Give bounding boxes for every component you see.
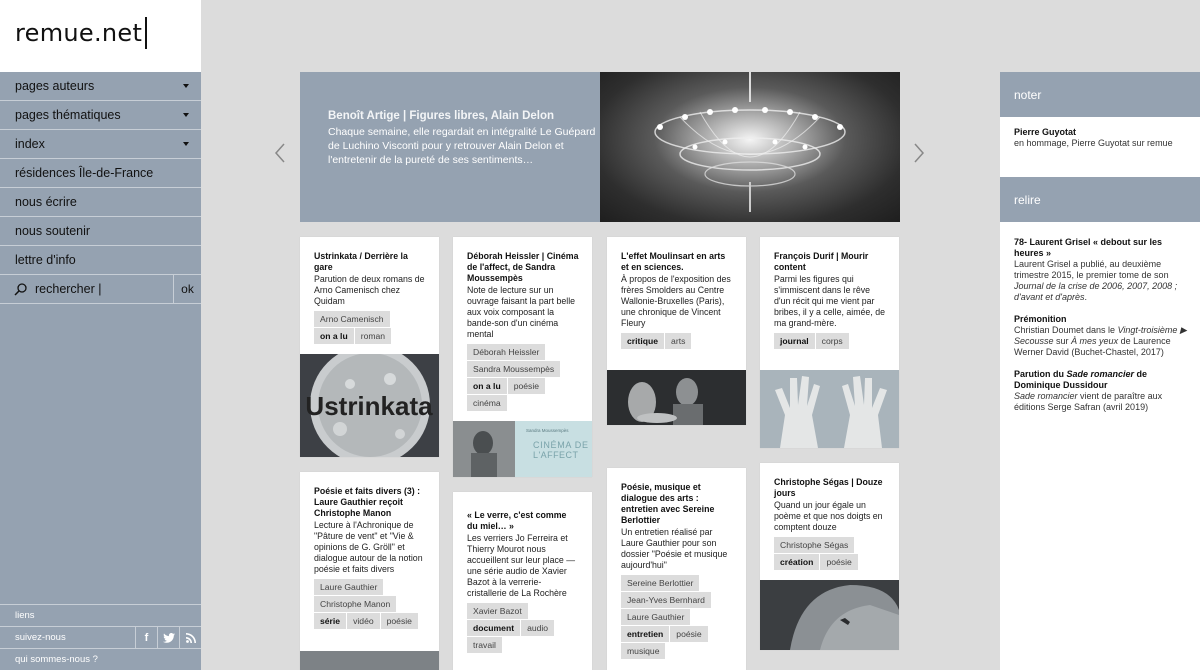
card-image-ustrinkata[interactable]: [300, 354, 439, 457]
card-description: À propos de l'exposition des frères Smolders au Centre Wallonie-Bruxelles (Paris), une chronique de Vincent Fleury: [621, 274, 731, 328]
noter-block: [1000, 117, 1200, 177]
right-sidebar: [1000, 72, 1200, 670]
slider-next-arrow-icon[interactable]: [912, 143, 926, 163]
nav-item-lettre-info[interactable]: [0, 246, 201, 275]
tag-author[interactable]: Laure Gauthier: [314, 579, 383, 595]
card-tags: [774, 333, 886, 349]
search-icon: [14, 283, 27, 296]
tag-author[interactable]: Déborah Heissler: [467, 344, 545, 360]
chandelier-photo: [600, 72, 900, 222]
article-card[interactable]: [607, 237, 746, 425]
article-card[interactable]: [453, 492, 592, 670]
slider-prev-arrow-icon[interactable]: [273, 143, 287, 163]
article-card[interactable]: [760, 237, 899, 448]
card-description: Les verriers Jo Ferreira et Thierry Mourot nous accueillent sur leur place — une série audio de Xavier Bazot à la verrerie-cristallerie de La Rochère: [467, 533, 576, 598]
card-tags: [621, 333, 733, 349]
article-card[interactable]: [453, 237, 592, 477]
tag-type[interactable]: journal: [774, 333, 815, 349]
tag-type[interactable]: entretien: [621, 626, 669, 642]
tag-type[interactable]: on a lu: [467, 378, 507, 394]
card-description: Quand un jour égale un poème et que nos doigts en comptent douze: [774, 500, 883, 532]
relire-entry[interactable]: [1014, 369, 1188, 413]
tag-theme[interactable]: cinéma: [467, 395, 507, 411]
relire-block: [1000, 222, 1200, 413]
tag-theme[interactable]: travail: [467, 637, 502, 653]
svg-text:L'AFFECT: L'AFFECT: [533, 450, 578, 460]
nav-label: pages thématiques: [15, 108, 121, 122]
slide-description: Chaque semaine, elle regardait en intégralité Le Guépard de Luchino Visconti pour y retrouver Alain Delon et l'entretenir de la pureté de ses sentiments…: [328, 126, 596, 166]
relire-desc: Sade romancier vient de paraître aux éditions Serge Safran (avril 2019): [1014, 391, 1163, 412]
card-title[interactable]: Poésie, musique et dialogue des arts : entretien avec Sereine Berlottier: [621, 482, 715, 525]
tag-author[interactable]: Arno Camenisch: [314, 311, 390, 327]
tag-author[interactable]: Sereine Berlottier: [621, 575, 699, 591]
card-title[interactable]: Déborah Heissler | Cinéma de l'affect, de Sandra Moussempès: [467, 251, 579, 283]
tag-theme[interactable]: poésie: [381, 613, 418, 629]
relire-title[interactable]: 78- Laurent Grisel « debout sur les heures »: [1014, 237, 1163, 258]
card-tags: [621, 575, 733, 659]
card-image-text: Ustrinkata: [305, 391, 433, 421]
tag-author[interactable]: Christophe Ségas: [774, 537, 854, 553]
noter-desc: en hommage, Pierre Guyotat sur remue: [1014, 138, 1173, 148]
card-tags: [314, 311, 426, 344]
left-sidebar: [0, 0, 201, 670]
card-description: Lecture à l'Achronique de "Pâture de vent" et "Vie & opinions de G. Gröll" et dialogue autour de la notion poésie et faits divers: [314, 520, 423, 574]
card-tags: [774, 537, 886, 570]
search-placeholder: rechercher |: [35, 282, 102, 296]
tag-theme[interactable]: vidéo: [347, 613, 380, 629]
card-image-faits-divers[interactable]: [300, 651, 439, 670]
tag-type[interactable]: création: [774, 554, 819, 570]
card-image-moulinsart[interactable]: [607, 370, 746, 425]
tag-author[interactable]: Laure Gauthier: [621, 609, 690, 625]
tag-theme[interactable]: poésie: [820, 554, 857, 570]
nav-item-pages-auteurs[interactable]: [0, 72, 201, 101]
facebook-icon[interactable]: f: [135, 627, 157, 648]
tag-type[interactable]: document: [467, 620, 520, 636]
card-description: Un entretien réalisé par Laure Gauthier pour son dossier "Poésie et musique aujourd'hui": [621, 527, 728, 570]
nav-item-nous-ecrire[interactable]: [0, 188, 201, 217]
relire-desc: Laurent Grisel a publié, au deuxième trimestre 2015, le premier tome de son Journal de la crise de 2006, 2007, 2008 ; d'avant et d'après.: [1014, 259, 1178, 302]
card-description: Note de lecture sur un ouvrage faisant la part belle aux voix composant la bande-son d'un cinéma mental: [467, 285, 576, 339]
card-image-douze-jours[interactable]: [760, 580, 899, 650]
logo-cursor: [145, 17, 147, 49]
relire-title[interactable]: Prémonition: [1014, 314, 1067, 324]
tag-theme[interactable]: poésie: [508, 378, 545, 394]
nav-label: résidences Île-de-France: [15, 166, 154, 180]
about-link[interactable]: qui sommes-nous ?: [0, 648, 201, 670]
article-card[interactable]: [760, 463, 899, 650]
nav-label: pages auteurs: [15, 79, 95, 93]
slide-text: [328, 110, 600, 167]
site-logo[interactable]: remue.net: [15, 19, 143, 47]
search-row: [0, 275, 201, 304]
card-image-hands[interactable]: [760, 370, 899, 448]
card-title[interactable]: Christophe Ségas | Douze jours: [774, 477, 883, 498]
caret-down-icon: [183, 113, 189, 117]
nav-label: nous écrire: [15, 195, 77, 209]
relire-header: relire: [1000, 177, 1200, 222]
nav-item-residences[interactable]: [0, 159, 201, 188]
tag-type[interactable]: critique: [621, 333, 664, 349]
card-title[interactable]: L'effet Moulinsart en arts et en sciences.: [621, 251, 726, 272]
tag-author[interactable]: Christophe Manon: [314, 596, 396, 612]
rss-icon[interactable]: [179, 627, 201, 648]
search-ok-button[interactable]: ok: [173, 275, 201, 303]
twitter-icon[interactable]: [157, 627, 179, 648]
tag-theme[interactable]: roman: [355, 328, 391, 344]
nav-label: nous soutenir: [15, 224, 91, 238]
relire-entry[interactable]: [1014, 314, 1188, 358]
logo-box: [0, 0, 201, 72]
tag-author[interactable]: Jean-Yves Bernhard: [621, 592, 711, 608]
caret-down-icon: [183, 84, 189, 88]
tag-theme[interactable]: audio: [521, 620, 554, 636]
sidebar-bottom: [0, 604, 201, 670]
card-title[interactable]: François Durif | Mourir content: [774, 251, 869, 272]
featured-slider[interactable]: [300, 72, 900, 222]
nav-item-index[interactable]: [0, 130, 201, 159]
card-title[interactable]: Ustrinkata / Derrière la gare: [314, 251, 408, 272]
tag-author[interactable]: Sandra Moussempès: [467, 361, 560, 377]
tag-theme[interactable]: musique: [621, 643, 665, 659]
relire-entry[interactable]: [1014, 237, 1188, 303]
noter-title[interactable]: Pierre Guyotat: [1014, 127, 1077, 137]
nav-item-pages-thematiques[interactable]: [0, 101, 201, 130]
links-link[interactable]: liens: [0, 604, 201, 626]
relire-desc: Christian Doumet dans le Vingt-troisième ▶ Secousse sur À mes yeux de Laurence Werner David (Buchet-Chastel, 2017): [1014, 325, 1187, 357]
card-description: Parution de deux romans de Arno Camenisch chez Quidam: [314, 274, 425, 306]
caret-down-icon: [183, 142, 189, 146]
slide-title[interactable]: Benoît Artige | Figures libres, Alain Delon: [328, 110, 555, 122]
article-card[interactable]: [300, 237, 439, 457]
card-title[interactable]: Poésie et faits divers (3) : Laure Gauthier reçoit Christophe Manon: [314, 486, 421, 518]
card-image-cinema-affect[interactable]: [453, 421, 592, 477]
noter-entry[interactable]: [1014, 127, 1188, 149]
follow-label: suivez-nous: [15, 632, 66, 643]
relire-title[interactable]: Parution du Sade romancier de Dominique Dussidour: [1014, 369, 1148, 390]
article-card[interactable]: [300, 472, 439, 670]
tag-type[interactable]: on a lu: [314, 328, 354, 344]
tag-type[interactable]: série: [314, 613, 346, 629]
card-tags: [467, 603, 579, 653]
tag-author[interactable]: Xavier Bazot: [467, 603, 528, 619]
card-title[interactable]: « Le verre, c'est comme du miel… »: [467, 510, 567, 531]
nav-label: index: [15, 137, 45, 151]
tag-theme[interactable]: corps: [816, 333, 849, 349]
tag-theme[interactable]: poésie: [670, 626, 707, 642]
nav-item-nous-soutenir[interactable]: [0, 217, 201, 246]
nav-label: lettre d'info: [15, 253, 76, 267]
follow-row: [0, 626, 201, 648]
card-description: Parmi les figures qui s'immiscent dans le rêve d'un récit qui me vient par bribes, il y a celle, aimée, de ma grand-mère.: [774, 274, 885, 328]
noter-header: noter: [1000, 72, 1200, 117]
tag-theme[interactable]: arts: [665, 333, 691, 349]
svg-text:CINÉMA DE: CINÉMA DE: [533, 440, 588, 450]
search-input[interactable]: [0, 275, 173, 303]
card-tags: [467, 344, 579, 411]
article-card[interactable]: [607, 468, 746, 670]
card-tags: [314, 579, 426, 629]
card-image-author: Sandra Moussempès: [526, 428, 569, 433]
